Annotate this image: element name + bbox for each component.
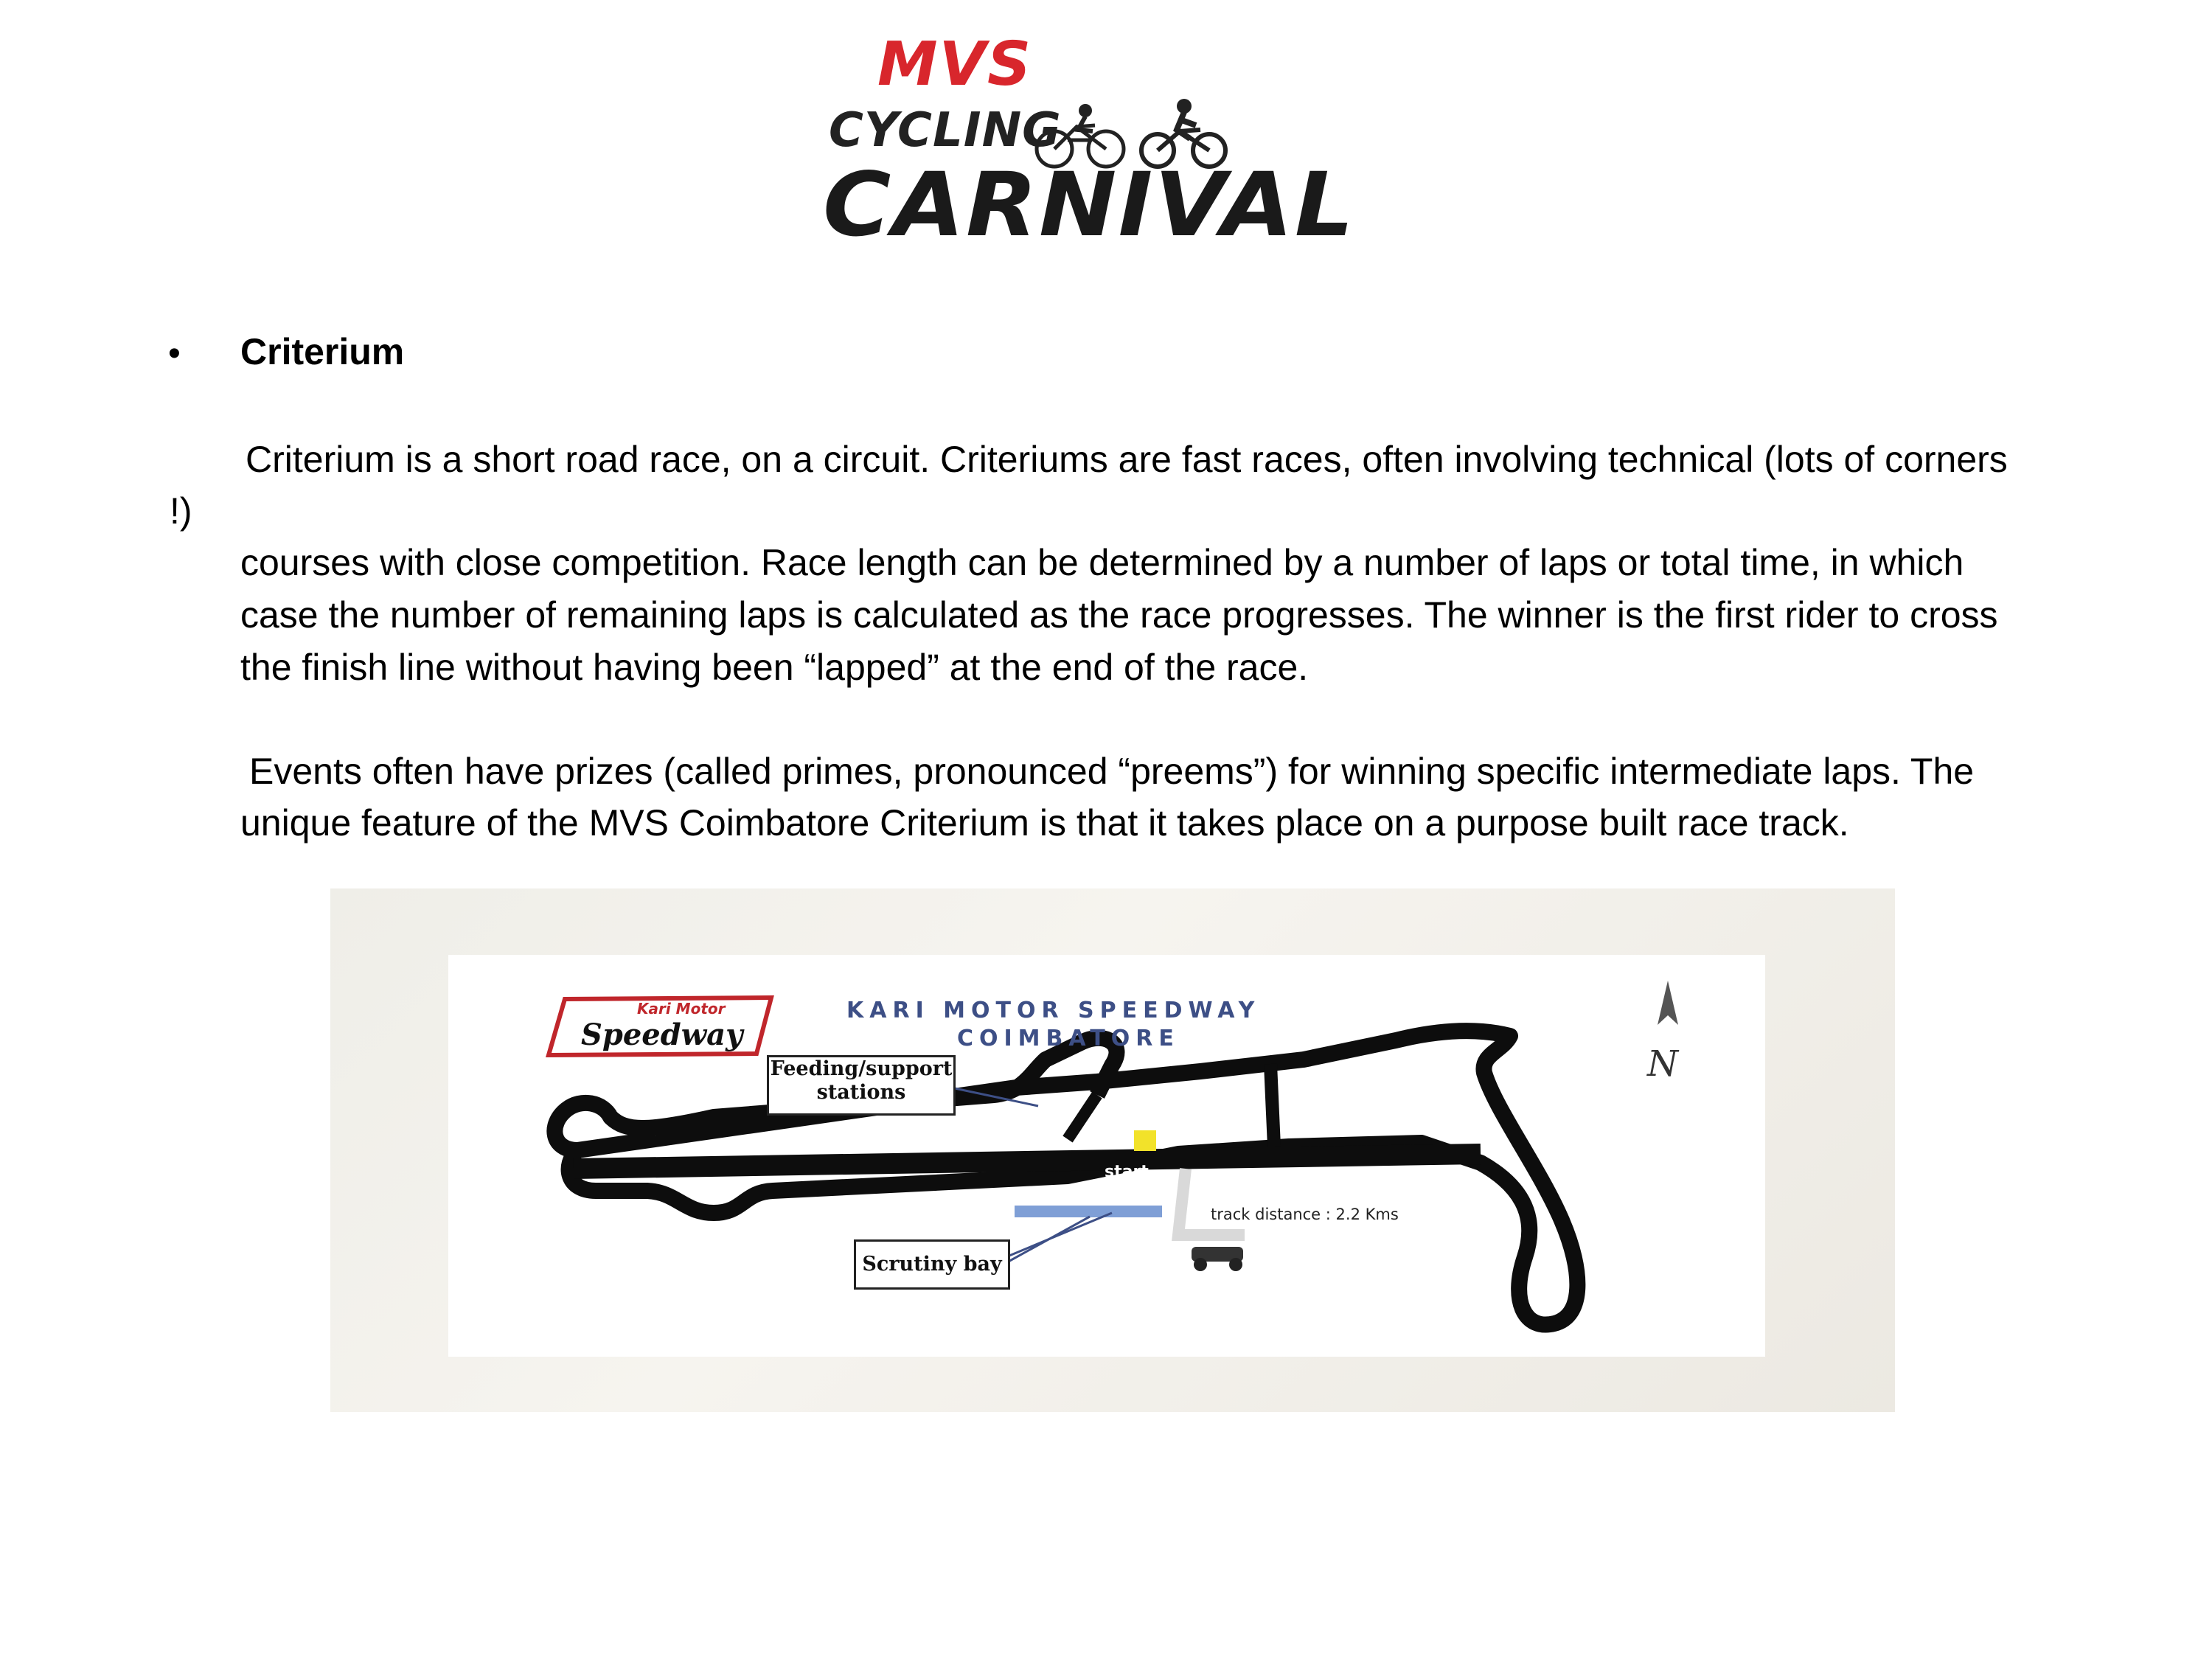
- logo-mvs-text: MVS: [877, 29, 1033, 100]
- kari-logo-line2: Speedway: [581, 1018, 743, 1052]
- start-label: start: [1105, 1163, 1149, 1181]
- kari-logo-line1: Kari Motor: [637, 1000, 726, 1018]
- feeding-label-line2: stations: [816, 1081, 906, 1104]
- pointer-line: [1006, 1217, 1090, 1263]
- race-track-layout: [330, 888, 1895, 1412]
- feeding-marker: [1134, 1130, 1156, 1151]
- north-label: N: [1647, 1043, 1678, 1085]
- circuit-path: [554, 1031, 1577, 1324]
- logo-carnival-text: CARNIVAL: [823, 153, 1356, 257]
- pointer-line: [1006, 1213, 1112, 1257]
- paragraph-line: unique feature of the MVS Coimbatore Criterium is that it takes place on a purpose built race track.: [240, 802, 1849, 844]
- scrutiny-bay: [1015, 1206, 1162, 1217]
- feeding-stations-label: [767, 1055, 956, 1116]
- race-car-icon: [1192, 1247, 1243, 1271]
- mvs-cycling-carnival-logo: [818, 29, 1356, 257]
- scrutiny-bay-label: Scrutiny bay: [854, 1239, 1010, 1290]
- logo-cycling-text: CYCLING: [829, 103, 1062, 158]
- track-distance-label: track distance : 2.2 Kms: [1211, 1206, 1399, 1223]
- paragraph-line: Criterium is a short road race, on a circuit. Criteriums are fast races, often involving technical (lots of corners: [246, 439, 2008, 480]
- bullet-marker: •: [168, 334, 181, 373]
- paragraph-line: Events often have prizes (called primes, pronounced “preems”) for winning specific intermediate laps. The: [249, 751, 1975, 792]
- feeding-label-line1: Feeding/support: [770, 1057, 953, 1080]
- kari-speedway-logo: [549, 995, 777, 1054]
- map-title-line2: COIMBATORE: [957, 1026, 1180, 1051]
- paragraph-line: case the number of remaining laps is calculated as the race progresses. The winner is the first rider to cross: [240, 594, 1998, 636]
- pit-road: [1178, 1169, 1245, 1235]
- paragraph-block: [240, 537, 1998, 694]
- link-road: [1270, 1064, 1274, 1147]
- track-map-image: [330, 888, 1895, 1412]
- link-road: [1068, 1095, 1097, 1139]
- paragraph-line: !): [170, 490, 192, 532]
- paragraph-line: courses with close competition. Race length can be determined by a number of laps or total time, in which: [240, 542, 1964, 583]
- paragraph-line: the finish line without having been “lapped” at the end of the race.: [240, 647, 1309, 688]
- map-title-line1: KARI MOTOR SPEEDWAY: [846, 998, 1261, 1023]
- section-heading: Criterium: [240, 331, 405, 372]
- main-straight: [574, 1154, 1481, 1169]
- north-arrow-icon: [1658, 981, 1678, 1025]
